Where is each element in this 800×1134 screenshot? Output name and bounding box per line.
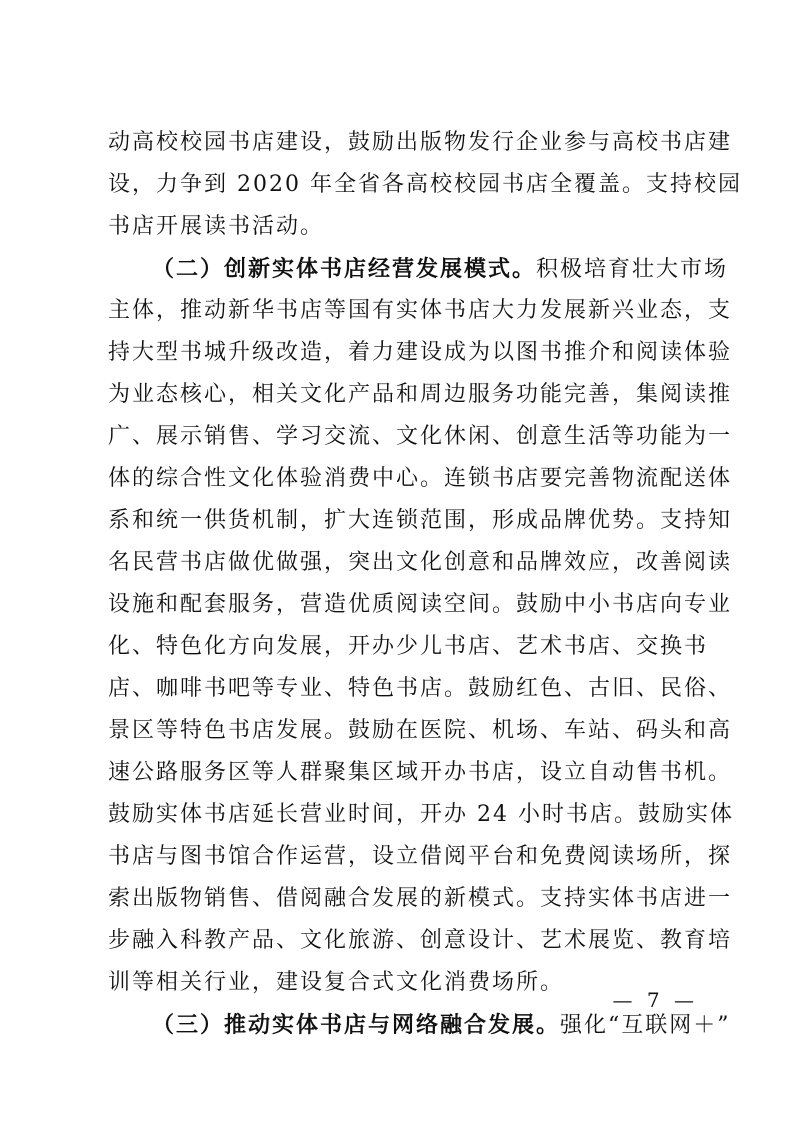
text-line: 景区等特色书店发展。鼓励在医院、机场、车站、码头和高 (108, 718, 733, 743)
text-line: 速公路服务区等人群聚集区域开办书店，设立自动售书机。 (108, 760, 733, 785)
text-line: 设，力争到 2020 年全省各高校校园书店全覆盖。支持校园 (108, 172, 742, 197)
text-line: 化、特色化方向发展，开办少儿书店、艺术书店、交换书 (108, 634, 709, 659)
text-line: 店、咖啡书吧等专业、特色书店。鼓励红色、古旧、民俗、 (108, 676, 733, 701)
text-line: 索出版物销售、借阅融合发展的新模式。支持实体书店进一 (108, 886, 733, 911)
text-line: 为业态核心，相关文化产品和周边服务功能完善，集阅读推 (108, 382, 733, 407)
page-number: — 7 — (612, 988, 698, 1012)
text-line: 鼓励实体书店延长营业时间，开办 24 小时书店。鼓励实体 (108, 802, 734, 827)
text-line: 设施和配套服务，营造优质阅读空间。鼓励中小书店向专业 (108, 592, 733, 617)
text-line: 书店与图书馆合作运营，设立借阅平台和免费阅读场所，探 (108, 844, 733, 869)
text-line: 广、展示销售、学习交流、文化休闲、创意生活等功能为一 (108, 424, 733, 449)
text-line: 步融入科教产品、文化旅游、创意设计、艺术展览、教育培 (108, 928, 733, 953)
section-heading-line (108, 248, 729, 290)
text-line: 训等相关行业，建设复合式文化消费场所。 (108, 970, 565, 995)
section-text: 强化“互联网＋” (560, 1013, 731, 1038)
section-heading: （二）创新实体书店经营发展模式。 (152, 256, 537, 282)
text-line: 名民营书店做优做强，突出文化创意和品牌效应，改善阅读 (108, 550, 733, 575)
text-line: 主体，推动新华书店等国有实体书店大力发展新兴业态，支 (108, 298, 733, 323)
text-line: 系和统一供货机制，扩大连锁范围，形成品牌优势。支持知 (108, 508, 733, 533)
section-heading: （三）推动实体书店与网络融合发展。 (152, 1012, 561, 1038)
body-text (108, 122, 742, 1046)
text-line: 动高校校园书店建设，鼓励出版物发行企业参与高校书店建 (108, 130, 733, 155)
text-line: 体的综合性文化体验消费中心。连锁书店要完善物流配送体 (108, 466, 733, 491)
text-line: 持大型书城升级改造，着力建设成为以图书推介和阅读体验 (108, 340, 733, 365)
text-line: 书店开展读书活动。 (108, 214, 325, 239)
section-text: 积极培育壮大市场 (536, 257, 729, 282)
